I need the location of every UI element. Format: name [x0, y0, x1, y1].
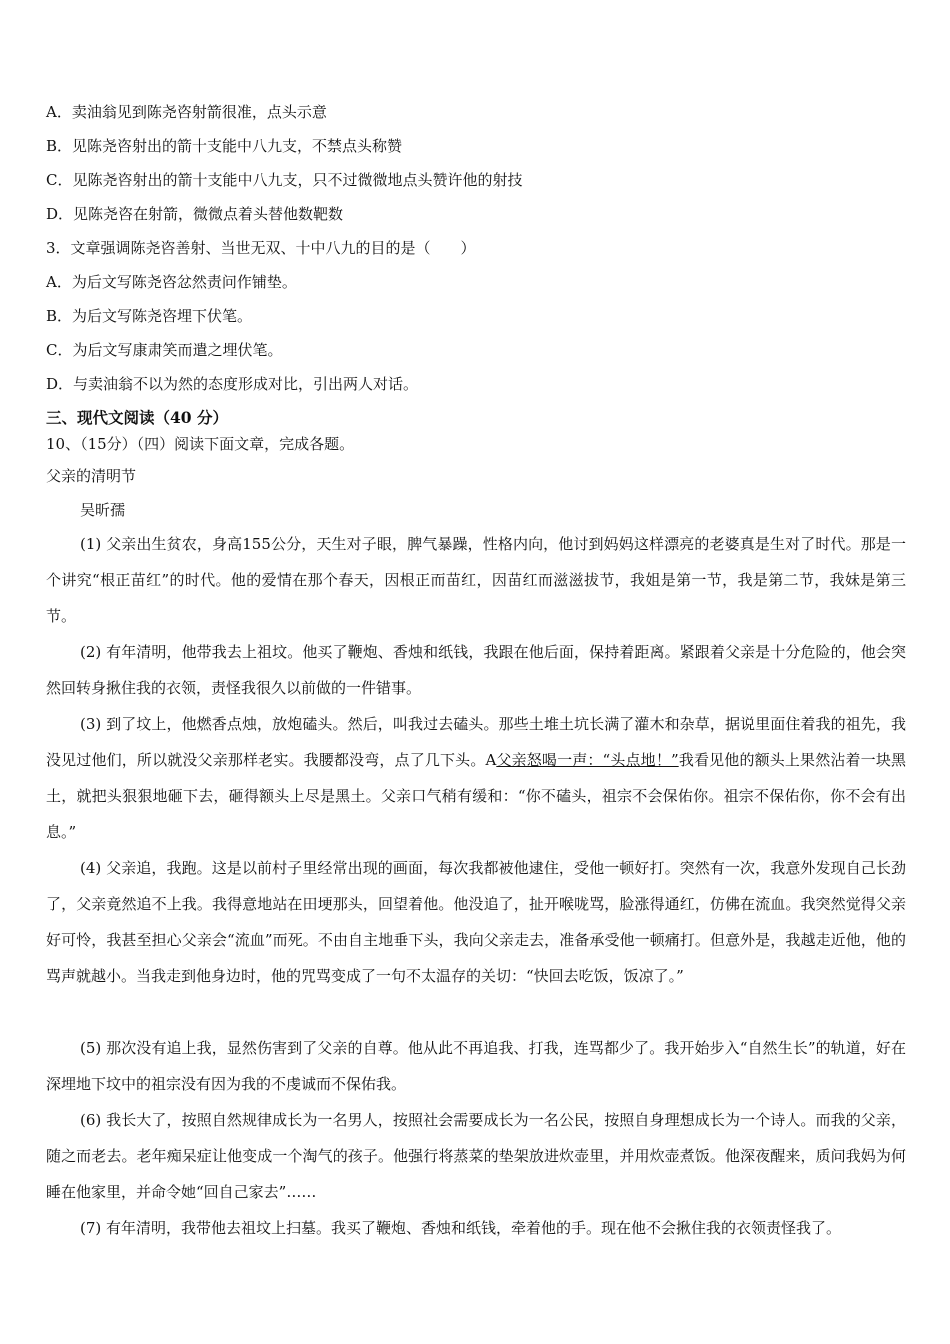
paragraph-3-text-a: (3) 到了坟上，他燃香点烛，放炮磕头。然后，叫我过去磕头。那些土堆土坑长满了灌木和杂草，据说里面住着我的祖先，我没见过他们，所以就没父亲那样老实。我腰都没弯，点了几下头。A — [46, 715, 906, 769]
paragraph-7: (7) 有年清明，我带他去祖坟上扫墓。我买了鞭炮、香烛和纸钱，牵着他的手。现在他不会揪住我的衣领责怪我了。 — [80, 1219, 842, 1237]
paragraph-3-text-b: 我看见他的额头上果然沾着一块黑土，就把头狠狠地砸下去，砸得额头上尽是黑土。父亲口气稍有缓和：“你不磕头，祖宗不会保佑你。祖宗不保佑你，你不会有出息。” — [46, 751, 906, 841]
paragraph-6: (6) 我长大了，按照自然规律成长为一名男人，按照社会需要成长为一名公民，按照自身理想成长为一个诗人。而我的父亲，随之而老去。老年痴呆症让他变成一个淘气的孩子。他强行将蒸菜的垫架放进炊壶里，并用炊壶煮饭。他深夜醒来，质问我妈为何睡在他家里，并命令她“回自己家去”…… — [46, 1111, 906, 1201]
paragraph-2: (2) 有年清明，他带我去上祖坟。他买了鞭炮、香烛和纸钱，我跟在他后面，保持着距离。紧跟着父亲是十分危险的，他会突然回转身揪住我的衣领，责怪我很久以前做的一件错事。 — [46, 643, 906, 697]
article-author: 吴昕孺 — [80, 501, 126, 519]
q3-stem: 3．文章强调陈尧咨善射、当世无双、十中八九的目的是（ ） — [46, 239, 476, 257]
paragraph-4: (4) 父亲追，我跑。这是以前村子里经常出现的画面，每次我都被他逮住，受他一顿好打。突然有一次，我意外发现自己长劲了，父亲竟然追不上我。我得意地站在田埂那头，回望着他。他没追了，扯开喉咙骂，脸涨得通红，仿佛在流血。我突然觉得父亲好可怜，我甚至担心父亲会“流血”而死。不由自主地垂下头，我向父亲走去，准备承受他一顿痛打。但意外是，我越走近他，他的骂声就越小。当我走到他身边时，他的咒骂变成了一句不太温存的关切：“快回去吃饭，饭凉了。” — [46, 859, 906, 985]
q2-option-c: C．见陈尧咨射出的箭十支能中八九支，只不过微微地点头赞许他的射技 — [46, 171, 523, 189]
q2-option-b: B．见陈尧咨射出的箭十支能中八九支，不禁点头称赞 — [46, 137, 403, 155]
q3-option-b: B．为后文写陈尧咨埋下伏笔。 — [46, 307, 253, 325]
q2-option-a: A．卖油翁见到陈尧咨射箭很准，点头示意 — [46, 103, 327, 121]
q3-option-a: A．为后文写陈尧咨忿然责问作铺垫。 — [46, 273, 297, 291]
section-heading: 三、现代文阅读（40 分） — [46, 408, 228, 427]
paragraph-3 — [46, 706, 906, 850]
paragraph-1: (1) 父亲出生贫农，身高155公分，天生对子眼，脾气暴躁，性格内向，他讨到妈妈这样漂亮的老婆真是生对了时代。那是一个讲究“根正苗红”的时代。他的爱情在那个春天，因根正而苗红，因苗红而滋滋拔节，我姐是第一节，我是第二节，我妹是第三节。 — [46, 535, 906, 625]
q2-option-d: D．见陈尧咨在射箭，微微点着头替他数靶数 — [46, 205, 344, 223]
question-10-intro: 10、（15分）（四）阅读下面文章，完成各题。 — [46, 435, 355, 453]
underlined-sentence-a: 父亲怒喝一声：“头点地！” — [496, 751, 679, 769]
article-title: 父亲的清明节 — [46, 467, 137, 485]
q3-option-d: D．与卖油翁不以为然的态度形成对比，引出两人对话。 — [46, 375, 419, 393]
q3-option-c: C．为后文写康肃笑而遣之埋伏笔。 — [46, 341, 283, 359]
paragraph-5: (5) 那次没有追上我，显然伤害到了父亲的自尊。他从此不再追我、打我，连骂都少了。我开始步入“自然生长”的轨道，好在深埋地下坟中的祖宗没有因为我的不虔诚而不保佑我。 — [46, 1039, 906, 1093]
